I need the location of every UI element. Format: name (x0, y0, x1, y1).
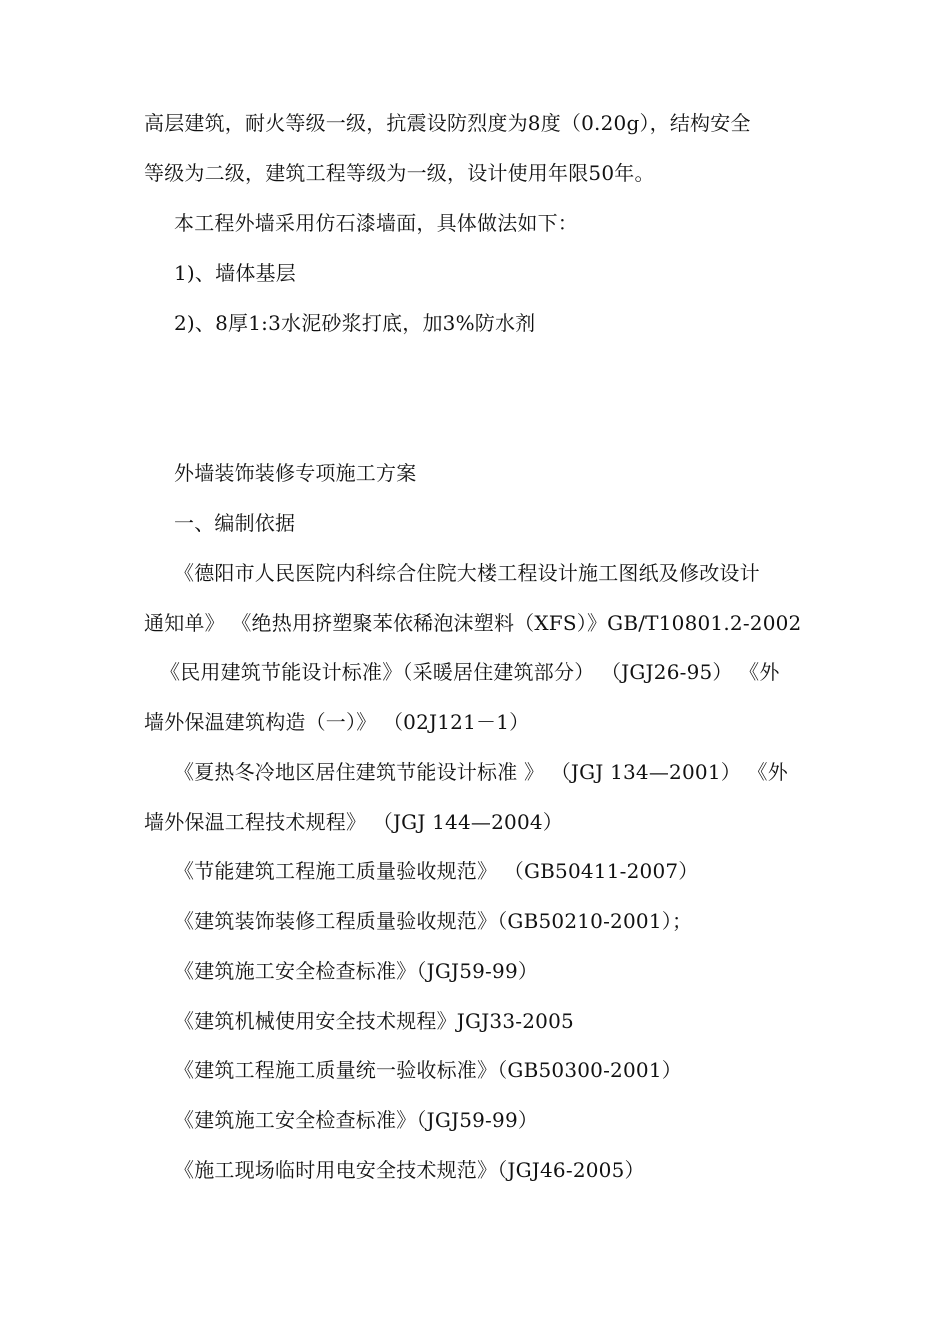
reference-line: 《节能建筑工程施工质量验收规范》 （GB50411-2007） (174, 859, 699, 883)
reference-line: 《夏热冬冷地区居住建筑节能设计标准 》 （JGJ 134—2001） 《外 (174, 760, 788, 784)
list-item: 1)、墙体基层 (174, 261, 296, 285)
reference-line: 《建筑施工安全检查标准》（JGJ59-99） (174, 959, 539, 983)
reference-line: 墙外保温工程技术规程》 （JGJ 144—2004） (144, 810, 563, 834)
paragraph-line: 高层建筑，耐火等级一级，抗震设防烈度为8度（0.20g），结构安全 (144, 111, 751, 135)
paragraph-line: 等级为二级，建筑工程等级为一级，设计使用年限50年。 (144, 161, 655, 185)
reference-line: 《施工现场临时用电安全技术规范》（JGJ46-2005） (174, 1158, 645, 1182)
reference-line: 《建筑装饰装修工程质量验收规范》（GB50210-2001）； (174, 909, 693, 933)
reference-line: 《德阳市人民医院内科综合住院大楼工程设计施工图纸及修改设计 (174, 561, 760, 585)
reference-line: 《建筑施工安全检查标准》（JGJ59-99） (174, 1108, 539, 1132)
reference-line: 《建筑机械使用安全技术规程》JGJ33-2005 (174, 1009, 574, 1033)
paragraph-line: 本工程外墙采用仿石漆墙面，具体做法如下： (174, 211, 578, 235)
reference-line: 《建筑工程施工质量统一验收标准》（GB50300-2001） (174, 1058, 682, 1082)
list-item: 2)、8厚1:3水泥砂浆打底，加3%防水剂 (174, 311, 536, 335)
reference-line: 通知单》 《绝热用挤塑聚苯依稀泡沫塑料（XFS）》GB/T10801.2-2002 (144, 611, 802, 635)
reference-line: 墙外保温建筑构造（一）》 （02J121－1） (144, 710, 530, 734)
subsection-heading: 一、编制依据 (174, 511, 296, 535)
reference-line: 《民用建筑节能设计标准》（采暖居住建筑部分） （JGJ26-95） 《外 (160, 660, 780, 684)
section-heading: 外墙装饰装修专项施工方案 (174, 461, 417, 485)
